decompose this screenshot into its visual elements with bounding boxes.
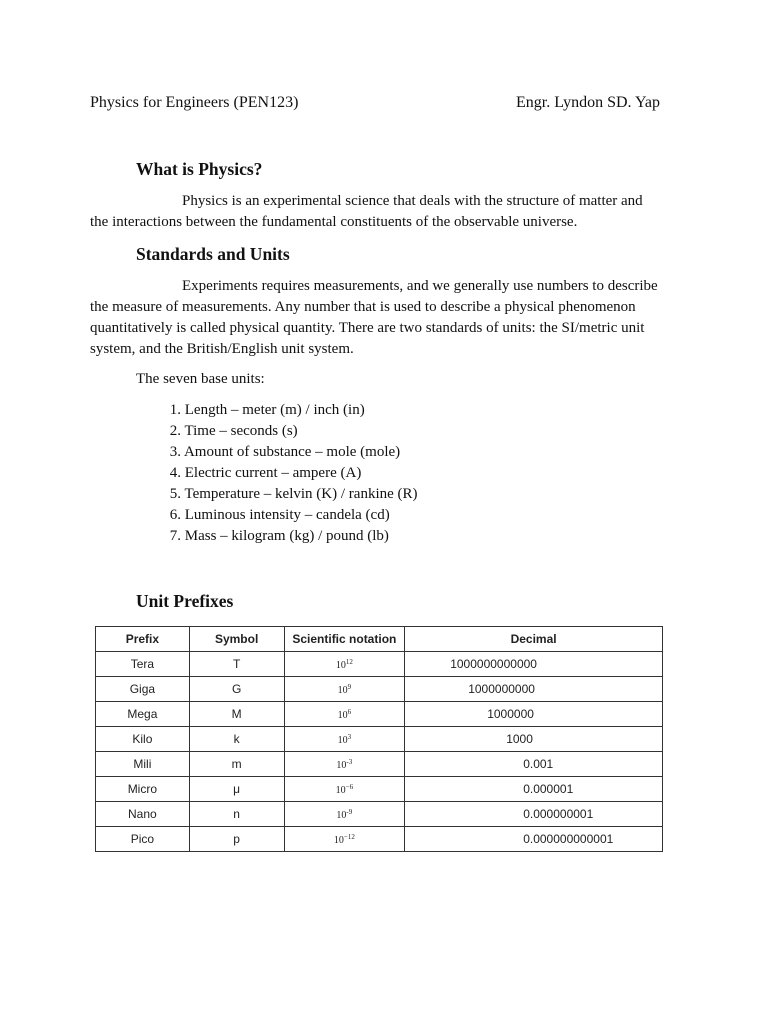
list-number: 3. [169,444,181,460]
symbol-cell: μ [189,777,284,802]
symbol-cell: p [189,827,284,852]
list-text: Luminous intensity – candela (cd) [184,507,390,523]
decimal-cell: 1000 [405,727,663,752]
list-item [136,463,418,484]
list-item [136,400,418,421]
decimal-cell: 1000000 [405,702,663,727]
list-item [136,526,418,547]
list-text: Length – meter (m) / inch (in) [184,402,365,418]
list-number: 6. [169,507,181,523]
prefix-cell: Pico [96,827,190,852]
table-row [96,752,663,777]
prefix-cell: Nano [96,802,190,827]
exponent: 6 [347,707,352,716]
scientific-notation-cell [284,702,405,727]
symbol-cell: G [189,677,284,702]
table-row [96,677,663,702]
table-header-row [96,627,663,652]
unit-prefixes-table [95,626,663,852]
decimal-cell: 0.000000001 [405,802,663,827]
base-units-intro: The seven base units: [136,371,265,387]
table-row [96,702,663,727]
table-row [96,827,663,852]
scientific-notation-cell [284,827,405,852]
scientific-notation-cell [284,677,405,702]
symbol-cell: T [189,652,284,677]
scientific-notation-cell [284,752,405,777]
base: 10 [337,684,348,696]
heading-standards-and-units: Standards and Units [136,244,290,264]
exponent: 12 [345,657,353,666]
list-text: Mass – kilogram (kg) / pound (lb) [184,528,389,544]
list-number: 4. [169,465,181,481]
decimal-cell: 1000000000 [405,677,663,702]
list-text: Amount of substance – mole (mole) [183,444,401,460]
base: 10 [333,834,344,846]
symbol-cell: n [189,802,284,827]
heading-what-is-physics: What is Physics? [136,159,263,179]
prefix-cell: Mili [96,752,190,777]
base: 10 [337,709,348,721]
list-text: Temperature – kelvin (K) / rankine (R) [184,486,418,502]
exponent: −12 [343,832,355,841]
column-header-symbol: Symbol [189,627,284,652]
list-number: 1. [169,402,181,418]
table-row [96,727,663,752]
exponent: 9 [347,682,352,691]
base: 10 [337,734,348,746]
scientific-notation-cell [284,727,405,752]
list-number: 7. [169,528,181,544]
table-row [96,777,663,802]
scientific-notation-cell [284,777,405,802]
base-units-list [136,400,418,547]
exponent: −6 [345,782,354,791]
list-item [136,505,418,526]
table-row [96,802,663,827]
exponent: 3 [347,732,352,741]
decimal-cell: 0.000001 [405,777,663,802]
symbol-cell: k [189,727,284,752]
scientific-notation-cell [284,802,405,827]
base: 10 [336,759,347,771]
list-item [136,484,418,505]
list-text: Electric current – ampere (A) [184,465,362,481]
table-row [96,652,663,677]
list-item [136,421,418,442]
list-number: 5. [169,486,181,502]
prefix-cell: Kilo [96,727,190,752]
decimal-cell: 0.001 [405,752,663,777]
list-text: Time – seconds (s) [184,423,298,439]
prefix-cell: Giga [96,677,190,702]
exponent: -9 [346,807,353,816]
base: 10 [335,659,346,671]
symbol-cell: M [189,702,284,727]
base: 10 [335,784,346,796]
symbol-cell: m [189,752,284,777]
prefix-cell: Micro [96,777,190,802]
column-header-prefix: Prefix [96,627,190,652]
column-header-scientific-notation: Scientific notation [284,627,405,652]
base: 10 [336,809,347,821]
scientific-notation-cell [284,652,405,677]
decimal-cell: 0.000000000001 [405,827,663,852]
paragraph-standards-and-units: Experiments requires measurements, and we generally use numbers to describe the measure of measurements. Any number that is used to describe a physical phenomenon quantitatively is called physical quantity. There are two standards of units: the SI/metric unit system, and the British/English unit system. [90,278,658,357]
heading-unit-prefixes: Unit Prefixes [136,591,234,611]
prefix-cell: Tera [96,652,190,677]
course-title: Physics for Engineers (PEN123) [90,94,299,111]
list-number: 2. [169,423,181,439]
column-header-decimal: Decimal [405,627,663,652]
instructor-name: Engr. Lyndon SD. Yap [515,94,660,111]
prefix-cell: Mega [96,702,190,727]
list-item [136,442,418,463]
paragraph-physics-definition: Physics is an experimental science that deals with the structure of matter and the interactions between the fundamental constituents of the observable universe. [90,193,643,230]
decimal-cell: 1000000000000 [405,652,663,677]
exponent: -3 [346,757,353,766]
